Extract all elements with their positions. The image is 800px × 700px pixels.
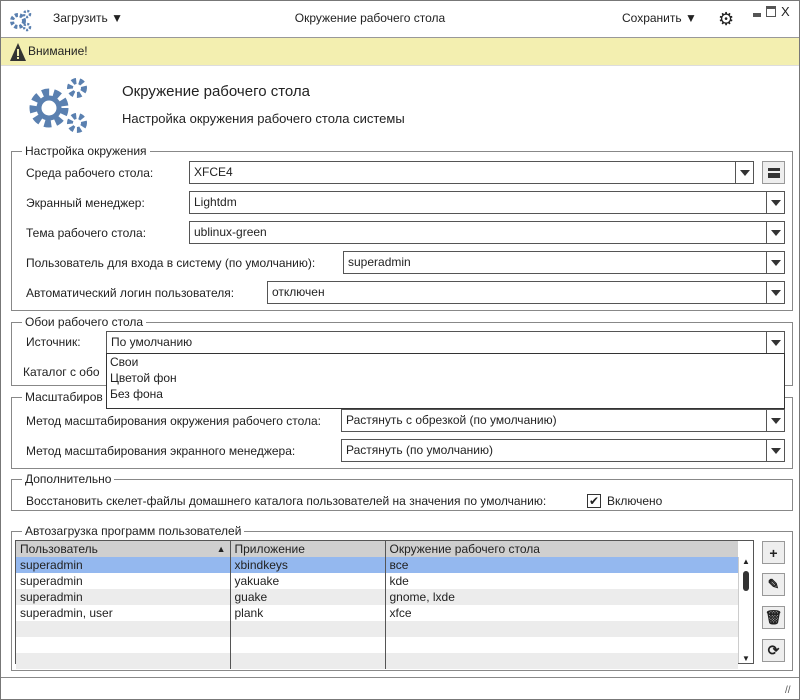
extra-legend: Дополнительно	[22, 472, 114, 486]
table-row[interactable]	[16, 589, 738, 605]
banner-subtitle: Настройка окружения рабочего стола системы	[122, 111, 405, 126]
table-cell: gnome, lxde	[385, 589, 738, 605]
checkbox-label: Включено	[607, 494, 663, 508]
table-cell: kde	[389, 573, 409, 588]
autostart-table	[16, 541, 738, 669]
de-label: Среда рабочего стола:	[26, 166, 154, 180]
dm-combo[interactable]	[189, 191, 785, 214]
restore-checkbox[interactable]: ✔	[588, 494, 600, 508]
autologin-combo[interactable]	[267, 281, 785, 304]
scaling-legend: Масштабиров	[22, 390, 106, 404]
save-label: Сохранить	[622, 11, 682, 25]
table-cell	[230, 653, 385, 669]
table-cell: superadmin	[16, 589, 230, 605]
chevron-down-icon[interactable]	[735, 162, 753, 183]
refresh-icon: ⟳	[767, 642, 780, 658]
scaling-de-label: Метод масштабирования окружения рабочего стола:	[26, 414, 322, 428]
status-divider	[1, 677, 799, 678]
dropdown-option[interactable]: Без фона	[110, 387, 163, 401]
table-cell	[230, 621, 385, 637]
table-cell: superadmin, user	[16, 605, 230, 621]
env-legend: Настройка окружения	[22, 144, 150, 158]
table-row[interactable]	[16, 653, 738, 669]
chevron-down-icon[interactable]	[766, 252, 784, 273]
autologin-value: отключен	[272, 285, 325, 299]
edit-icon: ✎	[767, 576, 780, 592]
table-cell: xfce	[389, 605, 412, 620]
table-cell	[16, 621, 230, 637]
close-button[interactable]: X	[781, 4, 790, 19]
column-label: Пользователь	[20, 541, 98, 556]
source-combo[interactable]	[106, 331, 785, 354]
plus-icon: +	[769, 544, 778, 561]
column-header-app[interactable]: Приложение	[230, 541, 385, 557]
table-cell: superadmin	[16, 573, 230, 589]
source-label: Источник:	[26, 335, 81, 349]
archive-icon	[768, 168, 780, 178]
banner-gears-icon	[27, 75, 93, 135]
theme-value: ublinux-green	[194, 225, 267, 239]
autologin-label: Автоматический логин пользователя:	[26, 286, 235, 300]
scaling-de-combo[interactable]	[341, 409, 785, 432]
user-value: superadmin	[348, 255, 411, 269]
dm-label: Экранный менеджер:	[26, 196, 145, 210]
minimize-button[interactable]	[753, 13, 761, 17]
maximize-button[interactable]	[766, 6, 776, 17]
table-cell	[385, 621, 738, 637]
table-row[interactable]	[16, 573, 738, 589]
save-menu-button[interactable]	[622, 11, 697, 25]
de-value: XFCE4	[194, 165, 233, 179]
chevron-down-icon: ▼	[111, 11, 124, 25]
chevron-down-icon[interactable]	[766, 410, 784, 431]
theme-label: Тема рабочего стола:	[26, 226, 147, 240]
delete-button[interactable]	[762, 606, 785, 629]
table-cell: plank	[230, 605, 385, 621]
table-row[interactable]	[16, 637, 738, 653]
dropdown-option[interactable]: Свои	[110, 355, 139, 369]
chevron-down-icon[interactable]	[766, 192, 784, 213]
load-label: Загрузить	[53, 11, 108, 25]
source-value: По умолчанию	[111, 335, 193, 349]
chevron-down-icon[interactable]	[766, 222, 784, 243]
chevron-down-icon: ▼	[684, 11, 697, 25]
table-cell: guake	[230, 589, 385, 605]
table-cell: superadmin	[16, 557, 230, 573]
chevron-down-icon[interactable]	[766, 282, 784, 303]
table-cell	[385, 653, 738, 669]
de-archive-button[interactable]	[762, 161, 785, 184]
scaling-dm-combo[interactable]	[341, 439, 785, 462]
sort-ascending-icon: ▲	[216, 543, 226, 554]
autostart-legend: Автозагрузка программ пользователей	[22, 524, 244, 538]
table-row[interactable]	[16, 557, 738, 573]
header-bar	[1, 1, 799, 38]
edit-button[interactable]	[762, 573, 785, 596]
table-row[interactable]	[16, 621, 738, 637]
scaling-de-value: Растянуть с обрезкой (по умолчанию)	[346, 413, 557, 427]
banner-title: Окружение рабочего стола	[122, 83, 311, 100]
add-button[interactable]	[762, 541, 785, 564]
user-label: Пользователь для входа в систему (по умолчанию):	[26, 256, 316, 270]
scroll-down-icon[interactable]: ▼	[742, 654, 750, 663]
de-combo[interactable]	[189, 161, 754, 184]
restore-label: Восстановить скелет-файлы домашнего каталога пользователей на значения по умолчанию:	[26, 494, 547, 508]
table-cell	[230, 637, 385, 653]
user-combo[interactable]	[343, 251, 785, 274]
settings-gear-icon[interactable]: ⚙	[718, 9, 735, 29]
trash-icon: 🗑	[764, 609, 783, 625]
chevron-down-icon[interactable]	[766, 332, 784, 353]
source-dropdown-list	[106, 353, 785, 409]
table-scrollbar[interactable]	[738, 557, 753, 663]
wallpaper-legend: Обои рабочего стола	[22, 315, 146, 329]
scroll-up-icon[interactable]: ▲	[742, 557, 750, 566]
dropdown-option[interactable]: Цветой фон	[110, 371, 177, 385]
catalog-label: Каталог с обо	[23, 365, 100, 379]
table-row[interactable]	[16, 605, 738, 621]
dm-value: Lightdm	[194, 195, 237, 209]
table-cell: yakuake	[230, 573, 385, 589]
warning-bar	[1, 38, 799, 66]
warning-text: Внимание!	[28, 44, 88, 58]
chevron-down-icon[interactable]	[766, 440, 784, 461]
table-cell	[385, 637, 738, 653]
column-header-env[interactable]: Окружение рабочего стола	[385, 541, 738, 557]
table-cell: xbindkeys	[230, 557, 385, 573]
column-header-user[interactable]	[16, 541, 230, 557]
table-cell	[16, 637, 230, 653]
warning-icon	[9, 42, 27, 62]
scrollbar-thumb[interactable]	[743, 571, 749, 591]
refresh-button[interactable]	[762, 639, 785, 662]
table-cell	[16, 653, 230, 669]
scaling-dm-value: Растянуть (по умолчанию)	[346, 443, 493, 457]
scaling-dm-label: Метод масштабирования экранного менеджера:	[26, 444, 296, 458]
table-cell: все	[385, 557, 738, 573]
window-title: Окружение рабочего стола	[294, 11, 446, 25]
theme-combo[interactable]	[189, 221, 785, 244]
resize-grip-icon[interactable]: //	[785, 685, 791, 696]
